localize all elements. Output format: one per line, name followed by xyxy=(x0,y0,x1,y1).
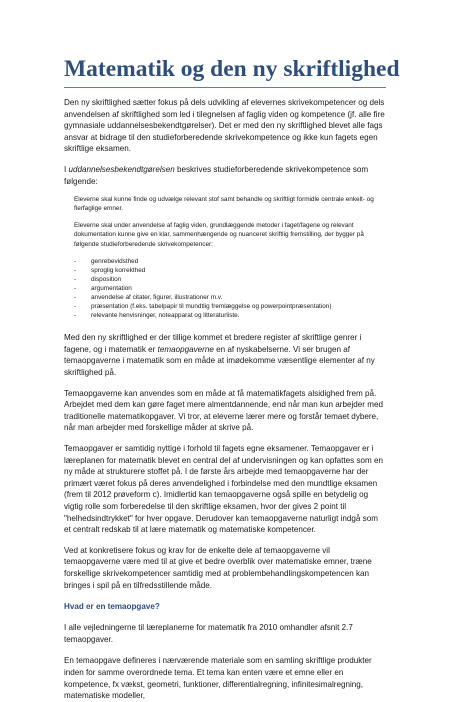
competence-list xyxy=(74,257,386,321)
list-dash: - xyxy=(74,275,77,283)
section-heading: Hvad er en temaopgave? xyxy=(64,602,160,612)
list-item-text: disposition xyxy=(91,275,122,283)
emphasis-text: uddannelsesbekendtgørelsen xyxy=(68,164,175,174)
quote-paragraph-1: Eleverne skal kunne finde og udvælge relevant stof samt behandle og skriftligt formidle centrale enkelt- og flerfaglige emner. xyxy=(74,196,374,213)
paragraph-exams: Temaopgaver er samtidig nyttige i forhold til fagets egne eksamener. Temaopgaver er i læreplanen for matematik blevet en central del af undervisningen og kan opfattes som en ny måde at strukturere stoffet på. I de første års arbejde med temaopgaverne har der primært været fokus på deres anvendelighed i forbindelse med den mundtlige eksamen (frem til 2012 prøveform c). Imidlertid kan temaopgaverne også spille en betydelig og vigtig rolle som forberedelse til den skriftlige eksamen, hvor der gives 2 point til "helhedsindtrykket" for hver opgave. Derudover kan temaopgaverne naturligt indgå som et centralt redskab til at lære matematik og matematiske kompetencer. xyxy=(64,444,383,535)
page-title: Matematik og den ny skriftlighed xyxy=(64,55,386,88)
list-item xyxy=(74,266,386,275)
list-item-text: relevante henvisninger, noteapparat og litteraturliste. xyxy=(91,312,240,320)
list-dash: - xyxy=(74,266,77,274)
list-item xyxy=(74,284,386,293)
list-item xyxy=(74,257,386,266)
list-item-text: argumentation xyxy=(91,284,132,292)
list-dash: - xyxy=(74,284,77,292)
paragraph-definition-lead xyxy=(64,164,386,187)
list-dash: - xyxy=(74,312,77,320)
paragraph-focus: Ved at konkretisere fokus og krav for de enkelte dele af temaopgaverne vil temaopgaverne være med til at give et bedre overblik over matematiske emner, træne forskellige skrivekompetencer samtidig med at problembehandlingskompetencen kan bringes i spil på en tilfredsstillende måde. xyxy=(64,545,372,590)
paragraph-intro: Den ny skriftlighed sætter fokus på dels udvikling af elevernes skrivekompetencer og dels anvendelsen af skriftlighed som led i tilegnelsen af faglig viden og kompetence (jf. alle fire gymnasiale uddannelsesbekendtgørelser). Det er med den ny skriftlighed blevet alle fags ansvar at bidrage til den studieforberedende skrivekompetence og ikke kun fagets egen skriftlige eksamen. xyxy=(64,98,385,154)
text-span: I xyxy=(64,164,69,174)
paragraph-versatility: Temaopgaverne kan anvendes som en måde at få matematikfagets alsidighed frem på. Arbejdet med dem kan gøre faget mere almentdannende, end når man kun arbejder med traditionelle matematikopgaver. Vi tror, at eleverne lærer mere og forstår temaet dybere, når man arbejder med forskellige måder at skrive på. xyxy=(64,388,383,433)
document-page xyxy=(0,55,452,701)
emphasis-text: temaopgaverne xyxy=(157,344,214,354)
list-item-text: sproglig korrekthed xyxy=(91,266,146,274)
list-item xyxy=(74,275,386,284)
list-item-text: anvendelse af citater, figurer, illustrationer m.v. xyxy=(91,294,223,301)
list-item-text: genrebevidsthed xyxy=(91,257,139,265)
list-item xyxy=(74,311,386,320)
list-item xyxy=(74,293,386,302)
text-span: Med den ny skriftlighed er der tillige kommet et bredere register af skriftlige genrer i fagene, og i matematik er xyxy=(64,333,362,354)
list-dash: - xyxy=(74,303,77,311)
paragraph-genres xyxy=(64,332,386,378)
paragraph-guidelines: I alle vejledningerne til læreplanerne for matematik fra 2010 omhandler afsnit 2.7 temaopgaver. xyxy=(64,623,353,644)
list-item-text: præsentation (f.eks. tabelpapir til mundtlig fremlæggelse og powerpointpræsentation) xyxy=(91,303,332,311)
list-dash: - xyxy=(74,294,77,301)
list-item xyxy=(74,302,386,311)
text-span: beskrives studieforberedende skrivekompetence som følgende: xyxy=(64,164,369,186)
list-dash: - xyxy=(74,257,77,265)
quote-paragraph-2: Eleverne skal under anvendelse af faglig viden, grundlæggende metoder i faget/fagene og relevant dokumentation kunne give en klar, sammenhængende og nuanceret skriftlig fremstilling, der bygger på følgende studieforberedende skrivekompetencer: xyxy=(74,222,364,248)
text-span: en af nyskabelserne. Vi ser brugen af temaopgaverne i matematik som en måde at imødekomme væsentlige elementer af ny skriftlighed på. xyxy=(64,344,375,378)
paragraph-theme-definition: En temaopgave defineres i nærværende materiale som en samling skriftlige produkter inden for samme overordnede tema. Et tema kan enten være et emne eller en kompetence, fx vækst, geometri, funktioner, differentialregning, infinitesimalregning, matematiske modeller, xyxy=(64,656,372,701)
quoted-definition xyxy=(74,195,386,320)
